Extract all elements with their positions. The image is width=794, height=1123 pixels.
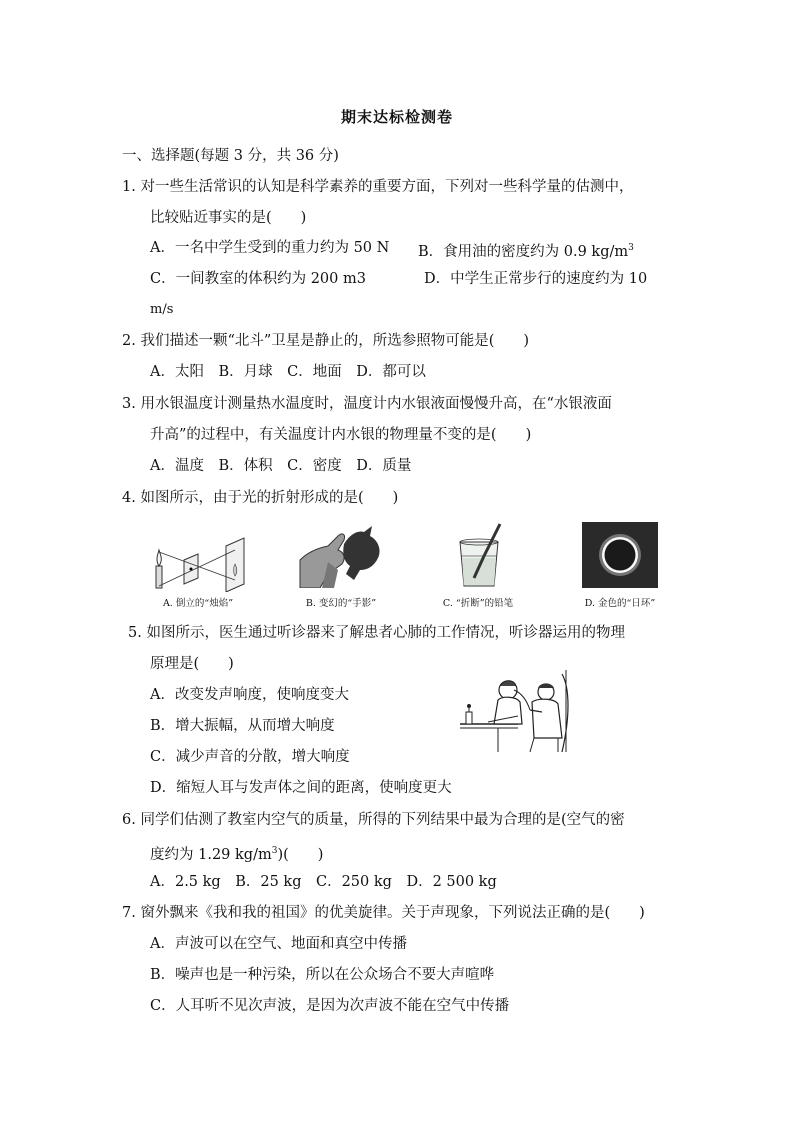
- q1-option-d-unit: m/s: [150, 302, 174, 317]
- q7-option-c: C．人耳听不见次声波，是因为次声波不能在空气中传播: [150, 998, 510, 1014]
- q3-options: A．温度 B．体积 C．密度 D．质量: [150, 458, 412, 474]
- q5-option-b: B．增大振幅，从而增大响度: [150, 718, 335, 734]
- q4-stem: 4. 如图所示，由于光的折射形成的是( ): [122, 490, 399, 506]
- pinhole-candle-figure: [148, 536, 248, 592]
- q4-caption-c: C. “折断”的铅笔: [442, 598, 514, 609]
- q1-stem-line2: 比较贴近事实的是( ): [150, 210, 307, 226]
- q5-stem-line2: 原理是( ): [150, 656, 234, 672]
- q7-stem: 7. 窗外飘来《我和我的祖国》的优美旋律。关于声现象，下列说法正确的是( ): [122, 905, 645, 921]
- q1-stem-line1: 1. 对一些生活常识的认知是科学素养的重要方面，下列对一些科学量的估测中，: [122, 179, 634, 195]
- page-title: 期末达标检测卷: [340, 108, 453, 126]
- q6-stem-line2-text: 度约为 1.29 kg/m: [150, 846, 272, 863]
- q7-option-b: B．噪声也是一种污染，所以在公众场合不要大声喧哗: [150, 967, 495, 983]
- hand-shadow-figure: [298, 522, 384, 588]
- q2-stem: 2. 我们描述一颗“北斗”卫星是静止的，所选参照物可能是( ): [122, 333, 530, 349]
- q5-option-a: A．改变发声响度，使响度变大: [150, 687, 349, 703]
- q5-option-c: C．减少声音的分散，增大响度: [150, 749, 350, 765]
- q1-option-b-sup: 3: [628, 243, 634, 253]
- q6-stem-line2-end: )( ): [277, 846, 324, 863]
- q6-stem-sup: 3: [271, 846, 278, 856]
- section-heading: 一、选择题(每题 3 分，共 36 分): [122, 148, 339, 164]
- q6-stem-line1: 6. 同学们估测了教室内空气的质量，所得的下列结果中最为合理的是(空气的密: [122, 812, 625, 828]
- q1-option-a: A．一名中学生受到的重力约为 50 N: [150, 240, 390, 256]
- stethoscope-figure: [458, 668, 572, 754]
- bent-pencil-figure: [454, 522, 506, 588]
- q6-options: A．2.5 kg B．25 kg C．250 kg D．2 500 kg: [150, 874, 497, 890]
- q1-option-d: D．中学生正常步行的速度约为 10: [424, 271, 648, 287]
- q6-stem-line2: [150, 841, 323, 865]
- q4-caption-a: A. 倒立的“烛焰”: [162, 598, 234, 609]
- q3-stem-line2: 升高”的过程中，有关温度计内水银的物理量不变的是( ): [150, 427, 532, 443]
- q1-option-b: [418, 238, 634, 262]
- q1-option-c: C．一间教室的体积约为 200 m3: [150, 271, 366, 287]
- q7-option-a: A．声波可以在空气、地面和真空中传播: [150, 936, 407, 952]
- q5-option-d: D．缩短人耳与发声体之间的距离，使响度更大: [150, 780, 452, 796]
- q5-stem-line1: 5. 如图所示，医生通过听诊器来了解患者心肺的工作情况，听诊器运用的物理: [128, 625, 625, 641]
- q4-caption-d: D. 金色的“日环”: [584, 598, 656, 609]
- q2-options: A．太阳 B．月球 C．地面 D．都可以: [150, 364, 426, 380]
- solar-eclipse-figure: [582, 522, 658, 588]
- q3-stem-line1: 3. 用水银温度计测量热水温度时，温度计内水银液面慢慢升高，在“水银液面: [122, 396, 612, 412]
- q1-option-b-text: B．食用油的密度约为 0.9 kg/m: [418, 243, 629, 260]
- q4-caption-b: B. 变幻的“手影”: [305, 598, 377, 609]
